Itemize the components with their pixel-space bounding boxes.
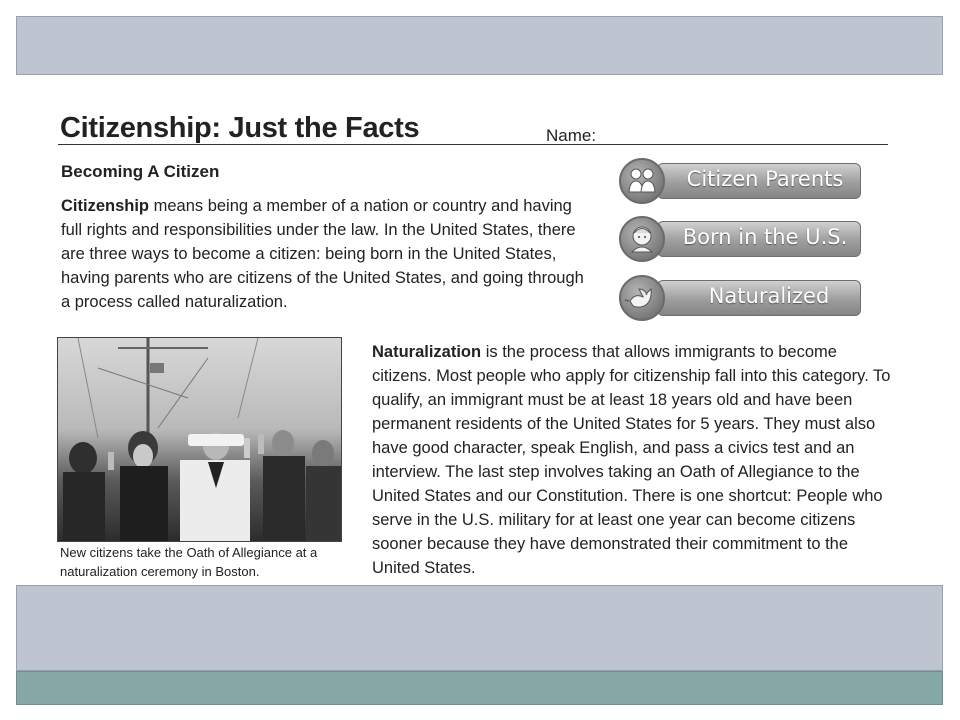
footer-band (16, 585, 943, 671)
citizenship-text: means being a member of a nation or country and having full rights and responsibilities under the law. In the United States, there are three ways to become a citizen: being born in the United States, having parents who are citizens of the United States, and going through a process called naturalization. (61, 197, 584, 311)
pill-born-in-us (619, 216, 863, 262)
footer-accent-band (16, 671, 943, 705)
naturalization-term: Naturalization (372, 343, 482, 361)
pill-label: Citizen Parents (686, 167, 844, 191)
two-people-icon (619, 158, 665, 204)
citizenship-paragraph (61, 194, 596, 314)
photo-caption: New citizens take the Oath of Allegiance at a naturalization ceremony in Boston. (60, 545, 318, 579)
dove-icon (619, 275, 665, 321)
naturalization-text: is the process that allows immigrants to become citizens. Most people who apply for citizenship fall into this category. To qualify, an immigrant must be at least 18 years old and have been permanent residents of the United States for 5 years. They must also have good character, speak English, and pass a civics test and an interview. The last step involves taking an Oath of Allegiance to the United States and our Constitution. There is one shortcut: People who serve in the U.S. military for at least one year can become citizens sooner because they have demonstrated their commitment to the United States. (372, 343, 891, 577)
baby-icon (619, 216, 665, 262)
pill-citizen-parents (619, 158, 863, 204)
pill-label: Born in the U.S. (682, 225, 848, 249)
section-heading: Becoming A Citizen (61, 162, 220, 181)
pill-label: Naturalized (708, 284, 830, 308)
title-divider (58, 144, 888, 145)
citizenship-term: Citizenship (61, 197, 150, 215)
header-band (16, 16, 943, 75)
pill-naturalized (619, 275, 863, 321)
ceremony-photo (57, 337, 342, 542)
name-label: Name: (546, 126, 597, 145)
naturalization-paragraph (372, 340, 892, 580)
page-title: Citizenship: Just the Facts (60, 112, 420, 144)
